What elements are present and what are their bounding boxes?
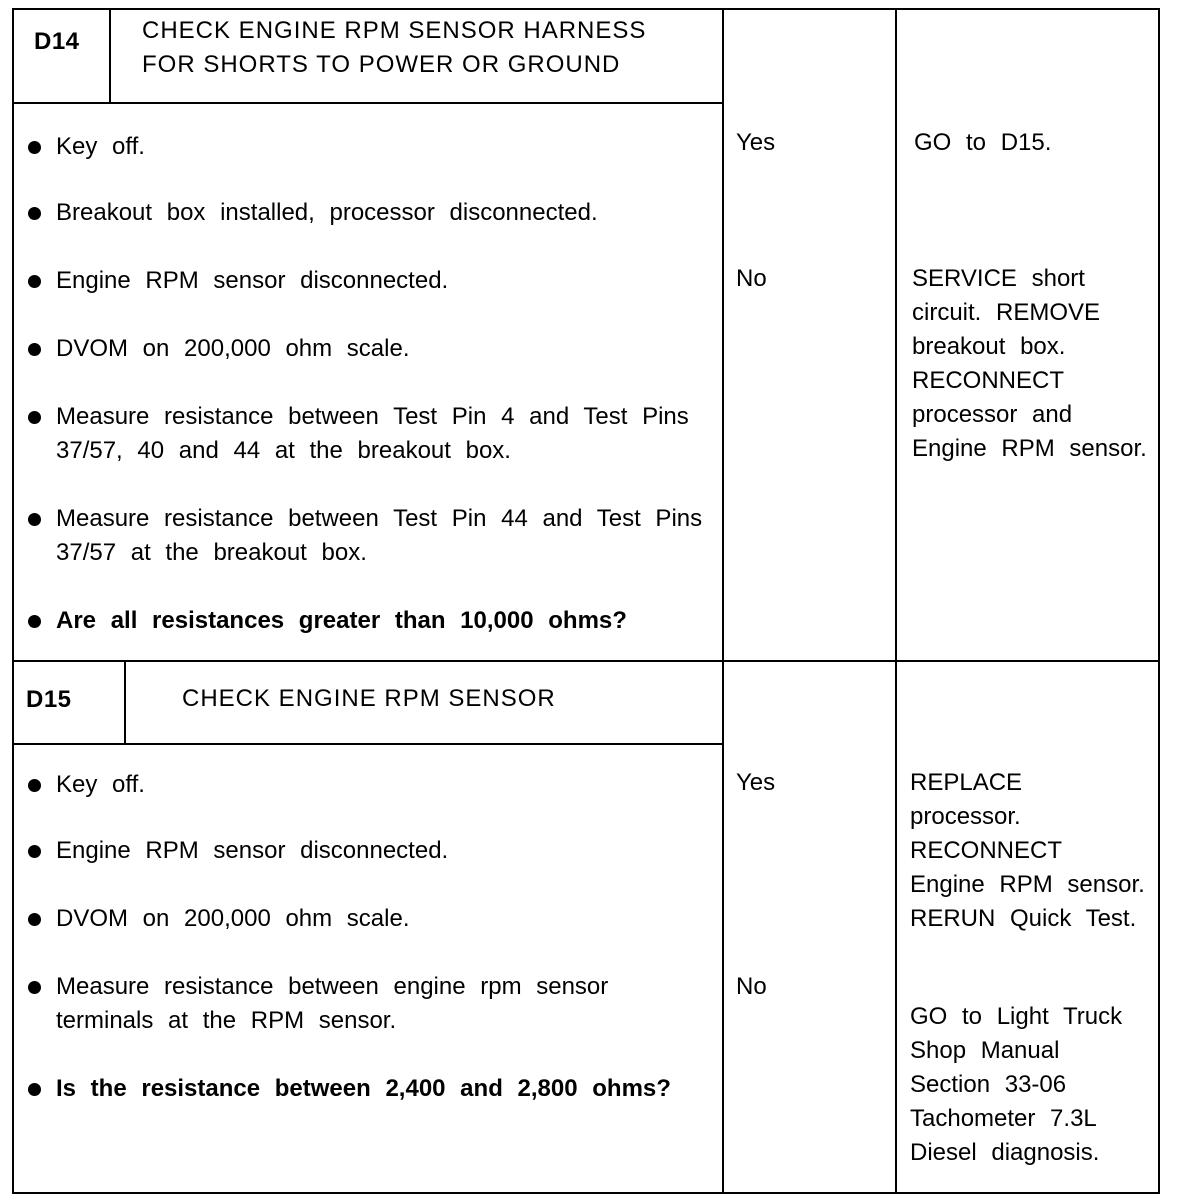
step-title-line-2: FOR SHORTS TO POWER OR GROUND [142, 51, 621, 78]
bullet-question: Is the resistance between 2,400 and 2,800 ohms? [26, 1072, 706, 1106]
answer-yes-d14: Yes [736, 129, 776, 156]
bullet-dot-icon [28, 779, 41, 792]
column-divider-action [895, 10, 897, 1192]
bullet-dot-icon [28, 615, 41, 628]
bullet-dot-icon [28, 845, 41, 858]
answer-no-d15: No [736, 973, 767, 1000]
step-title-line-1: CHECK ENGINE RPM SENSOR [182, 685, 556, 712]
column-divider-result [722, 10, 724, 1192]
step-id-d14: D14 [34, 28, 80, 55]
action-yes-d14: GO to D15. [914, 129, 1052, 156]
bullet-dot-icon [28, 513, 41, 526]
bullet-dot-icon [28, 981, 41, 994]
step-title-d15 [182, 682, 556, 716]
bullet-item: Engine RPM sensor disconnected. [26, 264, 706, 298]
bullet-item: DVOM on 200,000 ohm scale. [26, 902, 706, 936]
step-separator [14, 660, 1158, 662]
bullet-dot-icon [28, 1083, 41, 1096]
step-id-divider-d15 [124, 662, 126, 743]
bullet-item: DVOM on 200,000 ohm scale. [26, 332, 706, 366]
bullet-item: Key off. [26, 130, 706, 164]
header-divider-d14 [14, 102, 722, 104]
answer-yes-d15: Yes [736, 769, 776, 796]
action-yes-d15: REPLACE processor. RECONNECT Engine RPM sensor. RERUN Quick Test. [910, 769, 1145, 932]
bullet-item: Breakout box installed, processor disconnected. [26, 196, 706, 230]
bullet-dot-icon [28, 207, 41, 220]
bullet-dot-icon [28, 411, 41, 424]
diagnostic-table [12, 8, 1160, 1194]
bullet-item: Key off. [26, 768, 706, 802]
bullet-question: Are all resistances greater than 10,000 ohms? [26, 604, 706, 638]
step-title-d14 [142, 14, 646, 82]
step-id-divider-d14 [109, 10, 111, 102]
header-divider-d15 [14, 743, 722, 745]
action-no-d14: SERVICE short circuit. REMOVE breakout box. RECONNECT processor and Engine RPM sensor. [912, 265, 1147, 462]
bullet-dot-icon [28, 275, 41, 288]
bullet-item: Engine RPM sensor disconnected. [26, 834, 706, 868]
action-no-d15: GO to Light Truck Shop Manual Section 33-06 Tachometer 7.3L Diesel diagnosis. [910, 1003, 1123, 1166]
bullet-dot-icon [28, 913, 41, 926]
step-id-d15: D15 [26, 686, 72, 713]
step-title-line-1: CHECK ENGINE RPM SENSOR HARNESS [142, 17, 647, 44]
bullet-dot-icon [28, 141, 41, 154]
bullet-item: Measure resistance between engine rpm sensor terminals at the RPM sensor. [26, 970, 706, 1038]
bullet-item: Measure resistance between Test Pin 44 and Test Pins 37/57 at the breakout box. [26, 502, 706, 570]
answer-no-d14: No [736, 265, 767, 292]
bullet-dot-icon [28, 343, 41, 356]
bullet-item: Measure resistance between Test Pin 4 and Test Pins 37/57, 40 and 44 at the breakout box. [26, 400, 706, 468]
